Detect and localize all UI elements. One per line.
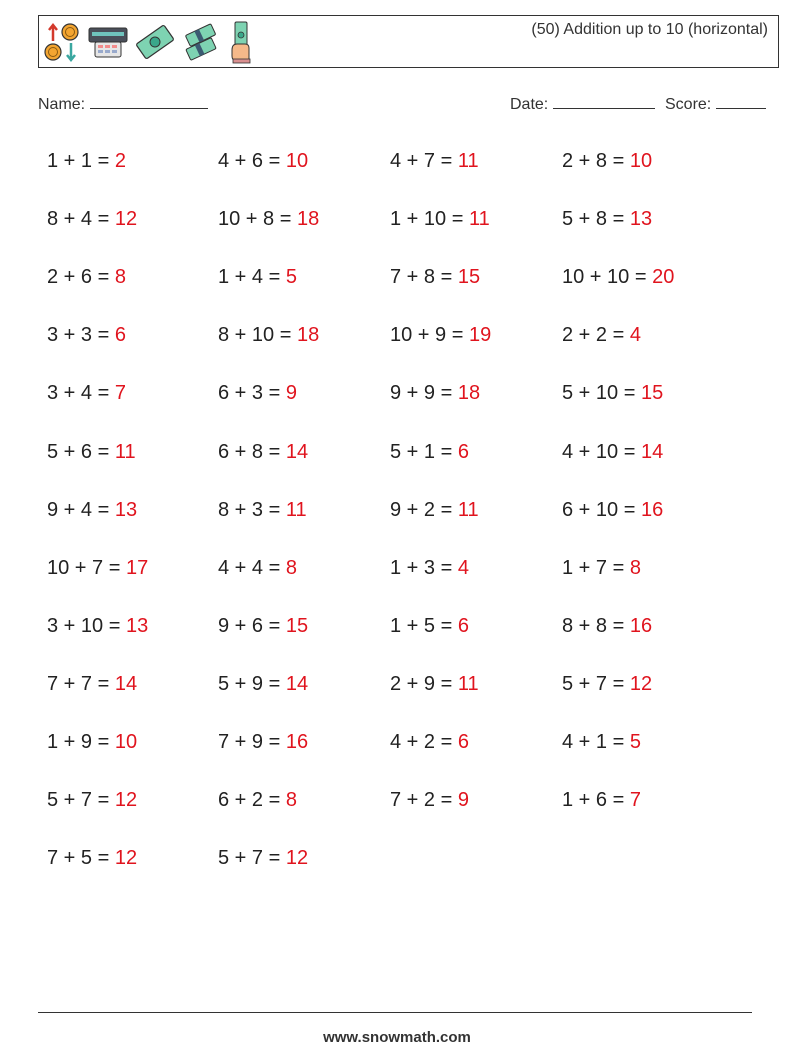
problem-item (47, 727, 137, 757)
problem-answer: 11 (457, 498, 479, 521)
problem-question: 3 + 4 = (47, 382, 115, 405)
problem-answer: 7 (114, 382, 126, 405)
problem-question: 5 + 6 = (47, 440, 115, 463)
problem-answer: 16 (285, 731, 309, 753)
problem-item (47, 146, 126, 176)
hand-holding-money-icon (227, 20, 257, 64)
problem-answer: 13 (125, 614, 149, 637)
problem-question: 9 + 9 = (390, 382, 458, 405)
problem-answer: 15 (457, 266, 481, 289)
problem-item (390, 727, 469, 757)
problem-question: 10 + 8 = (218, 208, 297, 231)
problem-answer: 10 (114, 731, 138, 753)
score-field[interactable] (665, 93, 766, 114)
problem-answer: 14 (114, 672, 138, 695)
problem-item (218, 785, 297, 815)
problem-answer: 11 (114, 440, 136, 463)
problem-question: 5 + 1 = (390, 440, 458, 463)
problem-answer: 20 (652, 266, 675, 289)
problem-answer: 9 (285, 382, 297, 405)
problem-answer: 14 (640, 440, 664, 463)
header-icons (43, 19, 257, 65)
date-line (553, 93, 655, 109)
problem-question: 4 + 2 = (390, 731, 458, 753)
problem-answer: 18 (296, 208, 320, 231)
banknote-icon (135, 22, 175, 62)
problem-question: 2 + 6 = (47, 266, 115, 289)
problem-answer: 12 (114, 847, 138, 870)
name-line (90, 93, 208, 109)
footer-rule (38, 1012, 752, 1013)
header-box (38, 15, 779, 68)
problem-question: 9 + 4 = (47, 498, 115, 521)
problem-question: 1 + 10 = (390, 208, 469, 231)
problem-question: 8 + 3 = (218, 498, 286, 521)
problem-question: 10 + 7 = (47, 556, 126, 579)
problem-answer: 5 (629, 731, 641, 753)
problem-item (218, 843, 308, 873)
problem-answer: 13 (114, 498, 138, 521)
problem-item (218, 495, 307, 525)
name-label: Name: (38, 96, 86, 113)
problem-question: 7 + 9 = (218, 731, 286, 753)
problem-question: 2 + 9 = (390, 672, 458, 695)
problem-item (562, 669, 652, 699)
problem-question: 8 + 10 = (218, 324, 297, 347)
problem-item (390, 146, 479, 176)
problem-question: 7 + 2 = (390, 789, 458, 812)
problem-item (562, 785, 641, 815)
problem-question: 9 + 6 = (218, 614, 286, 637)
problem-answer: 7 (629, 789, 641, 812)
problem-item (562, 727, 641, 757)
problem-answer: 8 (629, 556, 641, 579)
problem-answer: 10 (629, 150, 653, 172)
problem-question: 2 + 8 = (562, 150, 630, 172)
problem-question: 9 + 2 = (390, 498, 458, 521)
problem-answer: 4 (457, 556, 469, 579)
problem-answer: 11 (457, 150, 479, 172)
problem-question: 4 + 6 = (218, 150, 286, 172)
problem-item (47, 843, 137, 873)
problem-item (218, 262, 297, 292)
problem-item (562, 378, 663, 408)
problem-item (218, 727, 308, 757)
problem-item (390, 611, 469, 641)
problem-answer: 15 (640, 382, 664, 405)
problem-question: 4 + 1 = (562, 731, 630, 753)
problem-answer: 4 (629, 324, 641, 347)
problem-item (390, 669, 479, 699)
problem-question: 1 + 1 = (47, 150, 115, 172)
problem-answer: 2 (114, 150, 126, 172)
problem-answer: 8 (285, 789, 297, 812)
problem-question: 5 + 7 = (562, 672, 630, 695)
problem-question: 3 + 10 = (47, 614, 126, 637)
problem-answer: 12 (114, 789, 138, 812)
coin-exchange-icon (43, 21, 81, 63)
problem-item (562, 553, 641, 583)
problem-question: 3 + 3 = (47, 324, 115, 347)
problem-question: 4 + 4 = (218, 556, 286, 579)
problem-answer: 8 (285, 556, 297, 579)
problem-question: 7 + 5 = (47, 847, 115, 870)
problem-item (47, 785, 137, 815)
problem-question: 6 + 8 = (218, 440, 286, 463)
problem-item (47, 437, 136, 467)
money-stack-icon (181, 22, 221, 62)
problem-item (218, 146, 308, 176)
problem-answer: 13 (629, 208, 653, 231)
problem-question: 1 + 9 = (47, 731, 115, 753)
problem-question: 2 + 2 = (562, 324, 630, 347)
problem-item (562, 204, 652, 234)
problem-answer: 14 (285, 440, 309, 463)
problem-answer: 11 (457, 672, 479, 695)
problem-question: 1 + 7 = (562, 556, 630, 579)
problem-answer: 14 (285, 672, 309, 695)
problem-answer: 19 (468, 324, 492, 347)
problem-question: 4 + 7 = (390, 150, 458, 172)
problem-item (390, 495, 479, 525)
problem-answer: 18 (457, 382, 481, 405)
date-field[interactable] (510, 93, 655, 114)
problem-question: 5 + 7 = (218, 847, 286, 870)
problem-item (390, 785, 469, 815)
problem-item (390, 204, 490, 234)
problem-item (562, 437, 663, 467)
worksheet-title: (50) Addition up to 10 (horizontal) (531, 21, 768, 38)
name-field[interactable] (38, 93, 208, 114)
problem-question: 1 + 4 = (218, 266, 286, 289)
problem-question: 8 + 4 = (47, 208, 115, 231)
problem-question: 5 + 9 = (218, 672, 286, 695)
problem-answer: 5 (285, 266, 297, 289)
problem-item (562, 146, 652, 176)
problem-item (390, 553, 469, 583)
problem-question: 1 + 3 = (390, 556, 458, 579)
problem-answer: 12 (285, 847, 309, 870)
problem-item (218, 378, 297, 408)
problem-answer: 16 (640, 498, 664, 521)
score-line (716, 93, 766, 109)
problem-answer: 6 (457, 440, 469, 463)
problem-item (390, 378, 480, 408)
problem-answer: 15 (285, 614, 309, 637)
problem-question: 6 + 10 = (562, 498, 641, 521)
problem-item (562, 320, 641, 350)
problem-item (47, 378, 126, 408)
problem-question: 5 + 7 = (47, 789, 115, 812)
problem-question: 1 + 5 = (390, 614, 458, 637)
cash-register-icon (87, 24, 129, 60)
problem-answer: 17 (125, 556, 149, 579)
problem-question: 6 + 2 = (218, 789, 286, 812)
problem-answer: 6 (114, 324, 126, 347)
problem-item (562, 495, 663, 525)
problem-answer: 8 (114, 266, 126, 289)
problem-item (218, 320, 319, 350)
problem-item (47, 553, 148, 583)
problem-item (47, 495, 137, 525)
problem-item (390, 437, 469, 467)
problem-question: 7 + 7 = (47, 672, 115, 695)
problem-item (47, 611, 148, 641)
problem-item (218, 553, 297, 583)
problem-answer: 12 (114, 208, 138, 231)
problem-answer: 12 (629, 672, 653, 695)
footer-url: www.snowmath.com (323, 1029, 471, 1046)
problem-item (218, 437, 308, 467)
problem-question: 10 + 9 = (390, 324, 469, 347)
problem-question: 1 + 6 = (562, 789, 630, 812)
problem-question: 5 + 8 = (562, 208, 630, 231)
problem-question: 8 + 8 = (562, 614, 630, 637)
problem-question: 10 + 10 = (562, 266, 653, 289)
problem-answer: 11 (285, 498, 307, 521)
problem-item (47, 320, 126, 350)
problem-item (47, 669, 137, 699)
problem-answer: 18 (296, 324, 320, 347)
problem-item (390, 320, 491, 350)
problem-answer: 10 (285, 150, 309, 172)
problem-question: 4 + 10 = (562, 440, 641, 463)
problem-answer: 16 (629, 614, 653, 637)
problem-question: 7 + 8 = (390, 266, 458, 289)
problem-answer: 9 (457, 789, 469, 812)
problem-item (562, 611, 652, 641)
date-label: Date: (510, 96, 549, 113)
problem-item (562, 262, 674, 292)
problem-answer: 11 (468, 208, 490, 231)
problem-item (47, 262, 126, 292)
problem-item (218, 669, 308, 699)
problem-item (390, 262, 480, 292)
problem-item (47, 204, 137, 234)
problem-question: 5 + 10 = (562, 382, 641, 405)
problem-item (218, 204, 319, 234)
score-label: Score: (665, 96, 712, 113)
problem-question: 6 + 3 = (218, 382, 286, 405)
problem-answer: 6 (457, 731, 469, 753)
problem-item (218, 611, 308, 641)
problem-answer: 6 (457, 614, 469, 637)
